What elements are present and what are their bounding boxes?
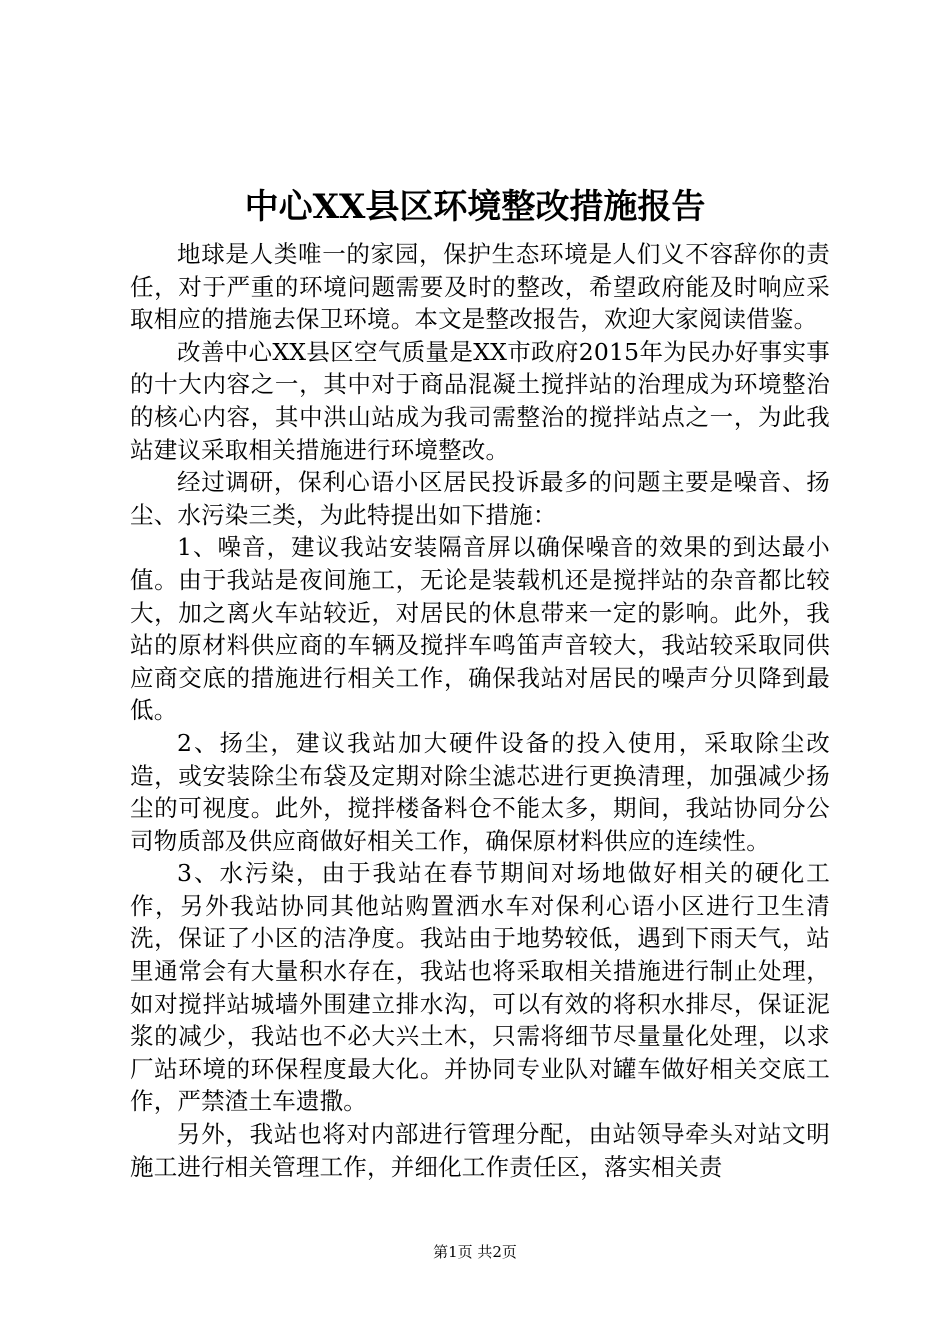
paragraph-background: 改善中心XX县区空气质量是XX市政府2015年为民办好事实事的十大内容之一，其中对于商品混凝土搅拌站的治理成为环境整治的核心内容，其中洪山站成为我司需整治的搅拌站点之一，为此我站建议采取相关措施进行环境整改。 [130, 337, 830, 464]
paragraph-dust: 2、扬尘，建议我站加大硬件设备的投入使用，采取除尘改造，或安装除尘布袋及定期对除尘滤芯进行更换清理，加强减少扬尘的可视度。此外，搅拌楼备料仓不能太多，期间，我站协同分公司物质部及供应商做好相关工作，确保原材料供应的连续性。 [130, 728, 830, 855]
paragraph-survey: 经过调研，保利心语小区居民投诉最多的问题主要是噪音、扬尘、水污染三类，为此特提出如下措施： [130, 468, 830, 529]
paragraph-intro: 地球是人类唯一的家园，保护生态环境是人们义不容辞你的责任，对于严重的环境问题需要及时的整改，希望政府能及时响应采取相应的措施去保卫环境。本文是整改报告，欢迎大家阅读借鉴。 [130, 240, 830, 334]
paragraph-management: 另外，我站也将对内部进行管理分配，由站领导牵头对站文明施工进行相关管理工作，并细化工作责任区，落实相关责 [130, 1120, 830, 1181]
paragraph-noise: 1、噪音，建议我站安装隔音屏以确保噪音的效果的到达最小值。由于我站是夜间施工，无论是装载机还是搅拌站的杂音都比较大，加之离火车站较近，对居民的休息带来一定的影响。此外，我站的原材料供应商的车辆及搅拌车鸣笛声音较大，我站较采取同供应商交底的措施进行相关工作，确保我站对居民的噪声分贝降到最低。 [130, 533, 830, 725]
document-body [130, 238, 830, 1183]
document-title: 中心XX县区环境整改措施报告 [244, 187, 706, 227]
paragraph-water: 3、水污染，由于我站在春节期间对场地做好相关的硬化工作，另外我站协同其他站购置洒水车对保利心语小区进行卫生清洗，保证了小区的洁净度。我站由于地势较低，遇到下雨天气，站里通常会有大量积水存在，我站也将采取相关措施进行制止处理，如对搅拌站城墙外围建立排水沟，可以有效的将积水排尽，保证泥浆的减少，我站也不必大兴土木，只需将细节尽量量化处理，以求厂站环境的环保程度最大化。并协同专业队对罐车做好相关交底工作，严禁渣土车遗撒。 [130, 859, 830, 1116]
page-footer: 第1页 共2页 [433, 1243, 517, 1261]
